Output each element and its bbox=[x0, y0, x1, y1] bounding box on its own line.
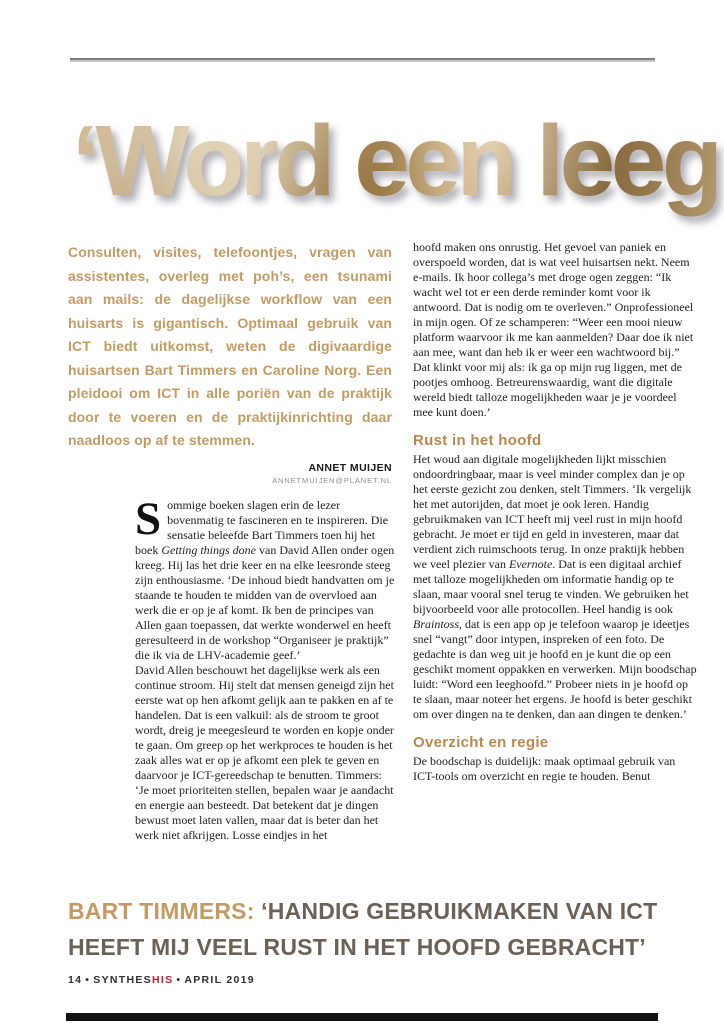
magazine-name: SYNTHES bbox=[93, 974, 152, 986]
pull-quote bbox=[68, 893, 673, 965]
byline-author: ANNET MUIJEN bbox=[308, 462, 392, 474]
pull-quote-text: ‘HANDIG GEBRUIKMAKEN VAN ICT HEEFT MIJ VEEL RUST IN HET HOOFD GEBRACHT’ bbox=[68, 898, 658, 960]
byline-email: ANNETMUIJEN@PLANET.NL bbox=[272, 476, 392, 485]
magazine-name-accent: HIS bbox=[151, 974, 174, 986]
pull-quote-speaker: BART TIMMERS: bbox=[68, 898, 262, 924]
body-right-column bbox=[413, 240, 697, 880]
issue-date: APRIL 2019 bbox=[184, 974, 255, 986]
footer-separator: • bbox=[176, 974, 182, 986]
body-paragraph: De boodschap is duidelijk: maak optimaal gebruik van ICT-tools om overzicht en regie te houden. Benut bbox=[413, 754, 676, 783]
article-title: ‘Word een leeg bbox=[72, 105, 719, 217]
footer-separator: • bbox=[85, 974, 91, 986]
top-rule bbox=[70, 58, 655, 62]
section-heading-rust-in-het-hoofd: Rust in het hoofd bbox=[413, 432, 542, 449]
section-heading-overzicht-en-regie: Overzicht en regie bbox=[413, 734, 549, 751]
drop-cap: S bbox=[135, 498, 162, 545]
byline bbox=[68, 462, 392, 485]
body-paragraph: David Allen beschouwt het dagelijkse werk als een continue stroom. Hij stelt dat mensen geneigd zijn het eerste wat op hen afkomt gelijk aan te pakken en af te handelen. Dat is een valkuil: als de stroom te groot wordt, dreig je meegesleurd te worden en kopje onder te gaan. Om greep op het werkproces te houden is het zaak alles wat er op je afkomt een plek te geven en daarvoor je ICT-gereedschap te benutten. Timmers: ‘Je moet prioriteiten stellen, bepalen waar je aandacht en energie aan besteedt. Dat betekent dat je dingen bewust moet laten vallen, maar dat is beter dan het werk niet afkrijgen. Losse eindjes in het bbox=[135, 663, 394, 842]
page-footer bbox=[68, 974, 255, 986]
body-left-column bbox=[135, 498, 398, 890]
body-paragraph: Het woud aan digitale mogelijkheden lijkt misschien ondoordringbaar, maar is veel minder complex dan je op het eerste gezicht zou denken, stelt Timmers. ‘Ik vergelijk het met autorijden, dat moet je ook leren. Handig gebruikmaken van ICT heeft mij veel rust in mijn hoofd gebracht. Je moet er tijd en geld in investeren, maar dat verdient zich ruimschoots terug. In onze praktijk hebben we veel plezier van Evernote. Dat is een digitaal archief met talloze mogelijkheden om informatie handig op te slaan, maar vooral snel terug te vinden. We gebruiken het bijvoorbeeld voor alle protocollen. Heel handig is ook Braintoss, dat is een app op je telefoon waarop je ideetjes snel “vangt” door intypen, inspreken of een foto. De gedachte is dan weg uit je hoofd en je kunt die op een geschikt moment oppakken en verwerken. Mijn boodschap luidt: “Word een leeghoofd.” Probeer niets in je hoofd op te slaan, maar noteer het ergens. Je hoofd is beter geschikt om over dingen na te denken, dan aan dingen te denken.’ bbox=[413, 452, 697, 721]
intro-paragraph: Consulten, visites, telefoontjes, vragen van assistentes, overleg met poh’s, een tsunami aan mails: de dagelijkse workflow van een huisarts is gigantisch. Optimaal gebruik van ICT biedt uitkomst, weten de digivaardige huisartsen Bart Timmers en Caroline Norg. Een pleidooi om ICT in alle poriën van de praktijk door te voeren en de praktijkinrichting daar naadloos op af te stemmen. bbox=[68, 244, 392, 448]
body-paragraph-text: ommige boeken slagen erin de lezer bovenmatig te fascineren en te inspireren. Die sensatie beleefde Bart Timmers toen hij het boek Getting things done van David Allen onder ogen kreeg. Hij las het drie keer en na elke leesronde steeg zijn enthousiasme. ‘De inhoud biedt handvatten om je staande te houden te midden van de overvloed aan werk die er op je af komt. Ik ben de principes van Allen gaan toepassen, dat werkte wonderwel en heeft geresulteerd in de workshop “Organiseer je praktijk” die ik via de LHV-academie geef.’ bbox=[135, 498, 395, 662]
body-paragraph bbox=[135, 498, 398, 663]
body-paragraph: hoofd maken ons onrustig. Het gevoel van paniek en overspoeld worden, dat is wat veel huisartsen nekt. Neem e-mails. Ik hoor collega’s met droge ogen zeggen: “Ik wacht wel tot er een derde reminder komt voor ik antwoord. Dat is nodig om te overleven.” Onprofessioneel in mijn ogen. Of ze schamperen: “Weer een mooi nieuw platform waarvoor ik me kan aanmelden? Daar doe ik niet aan mee, want dan heb ik er weer een wachtwoord bij.” Dat klinkt voor mij als: ik ga op mijn rug liggen, met de pootjes omhoog. Betreurenswaardig, want die digitale wereld biedt talloze mogelijkheden waar je je voordeel mee kunt doen.’ bbox=[413, 240, 694, 419]
bottom-bar bbox=[66, 1013, 658, 1021]
page-number: 14 bbox=[68, 974, 83, 986]
